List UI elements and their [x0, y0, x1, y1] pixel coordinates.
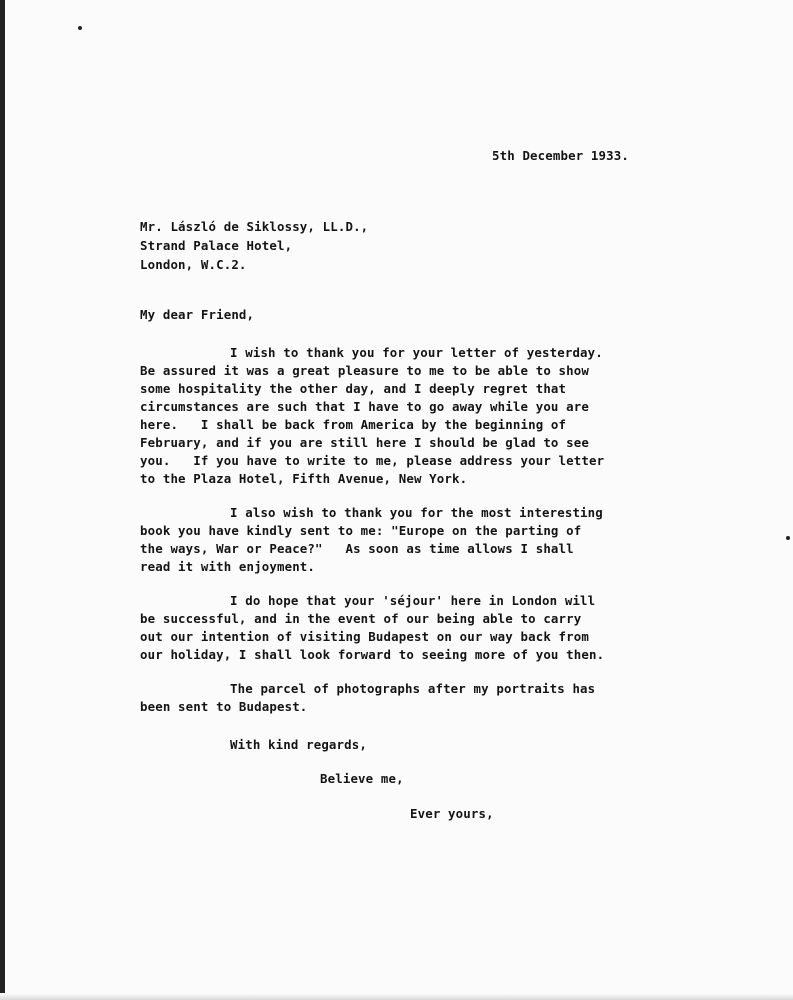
paragraph-line: The parcel of photographs after my portraits has — [230, 681, 596, 696]
recipient-city: London, W.C.2. — [140, 257, 247, 272]
regards: With kind regards, — [230, 737, 367, 752]
closing: Ever yours, — [410, 806, 494, 821]
paragraph-line: here. I shall be back from America by the beginning of — [140, 417, 567, 432]
paragraph-line: read it with enjoyment. — [140, 559, 316, 574]
salutation: My dear Friend, — [140, 307, 255, 322]
paragraph-line: I do hope that your 'séjour' here in London will — [230, 593, 596, 608]
recipient-hotel: Strand Palace Hotel, — [140, 238, 293, 253]
paragraph-line: out our intention of visiting Budapest on our way back from — [140, 629, 589, 644]
recipient-name: Mr. László de Siklossy, LL.D., — [140, 219, 369, 234]
paragraph-line: February, and if you are still here I should be glad to see — [140, 435, 589, 450]
paragraph-line: some hospitality the other day, and I deeply regret that — [140, 381, 567, 396]
scan-left-edge — [0, 0, 5, 1000]
paragraph-line: you. If you have to write to me, please address your letter — [140, 453, 605, 468]
paragraph-line: I also wish to thank you for the most interesting — [230, 505, 603, 520]
paragraph-line: the ways, War or Peace?" As soon as time allows I shall — [140, 541, 574, 556]
paragraph-line: circumstances are such that I have to go away while you are — [140, 399, 589, 414]
scan-bottom-edge — [0, 993, 793, 1000]
letter-date: 5th December 1933. — [492, 148, 629, 163]
paragraph-line: been sent to Budapest. — [140, 699, 308, 714]
believe-me: Believe me, — [320, 771, 404, 786]
paragraph-line: to the Plaza Hotel, Fifth Avenue, New York. — [140, 471, 468, 486]
paragraph-line: I wish to thank you for your letter of yesterday. — [230, 345, 603, 360]
paragraph-line: book you have kindly sent to me: "Europe on the parting of — [140, 523, 582, 538]
scan-speck — [78, 26, 82, 30]
paragraph-line: be successful, and in the event of our being able to carry — [140, 611, 582, 626]
paragraph-line: our holiday, I shall look forward to seeing more of you then. — [140, 647, 605, 662]
scan-speck — [786, 536, 790, 540]
paragraph-line: Be assured it was a great pleasure to me to be able to show — [140, 363, 589, 378]
